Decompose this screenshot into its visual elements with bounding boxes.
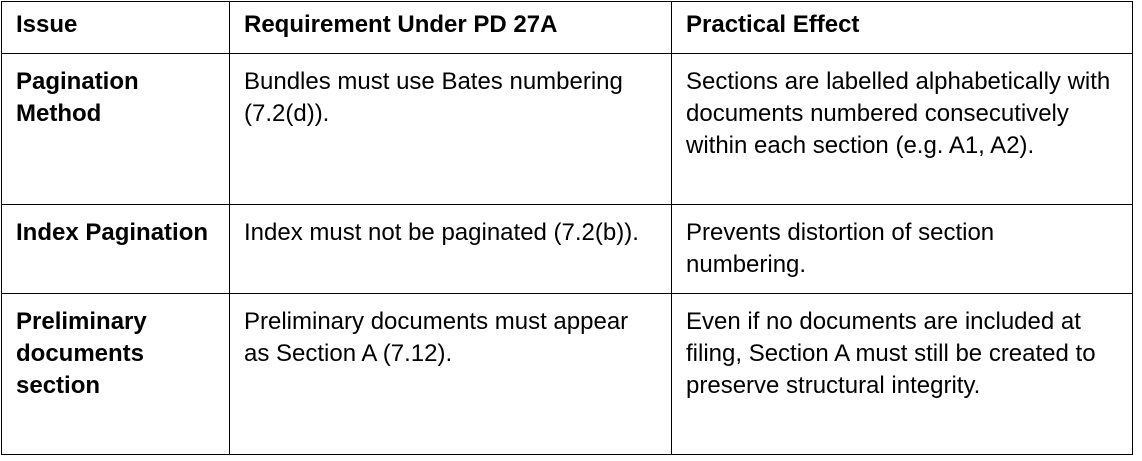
requirement-cell: Index must not be paginated (7.2(b)).	[230, 204, 672, 293]
effect-cell: Prevents distortion of section numbering.	[672, 204, 1133, 293]
requirement-cell: Bundles must use Bates numbering (7.2(d)).	[230, 54, 672, 205]
header-practical-effect: Practical Effect	[672, 2, 1133, 54]
effect-cell: Even if no documents are included at filing, Section A must still be created to preserve structural integrity.	[672, 293, 1133, 454]
pd27a-requirements-table	[1, 1, 1133, 455]
requirement-cell: Preliminary documents must appear as Section A (7.12).	[230, 293, 672, 454]
header-issue: Issue	[2, 2, 230, 54]
issue-cell: Preliminary documents section	[2, 293, 230, 454]
table-row	[2, 54, 1133, 205]
issue-cell: Index Pagination	[2, 204, 230, 293]
table-row	[2, 293, 1133, 454]
header-requirement: Requirement Under PD 27A	[230, 2, 672, 54]
table-header-row	[2, 2, 1133, 54]
table-row	[2, 204, 1133, 293]
document-table-container	[1, 1, 1132, 455]
effect-cell: Sections are labelled alphabetically with documents numbered consecutively within each section (e.g. A1, A2).	[672, 54, 1133, 205]
issue-cell: Pagination Method	[2, 54, 230, 205]
